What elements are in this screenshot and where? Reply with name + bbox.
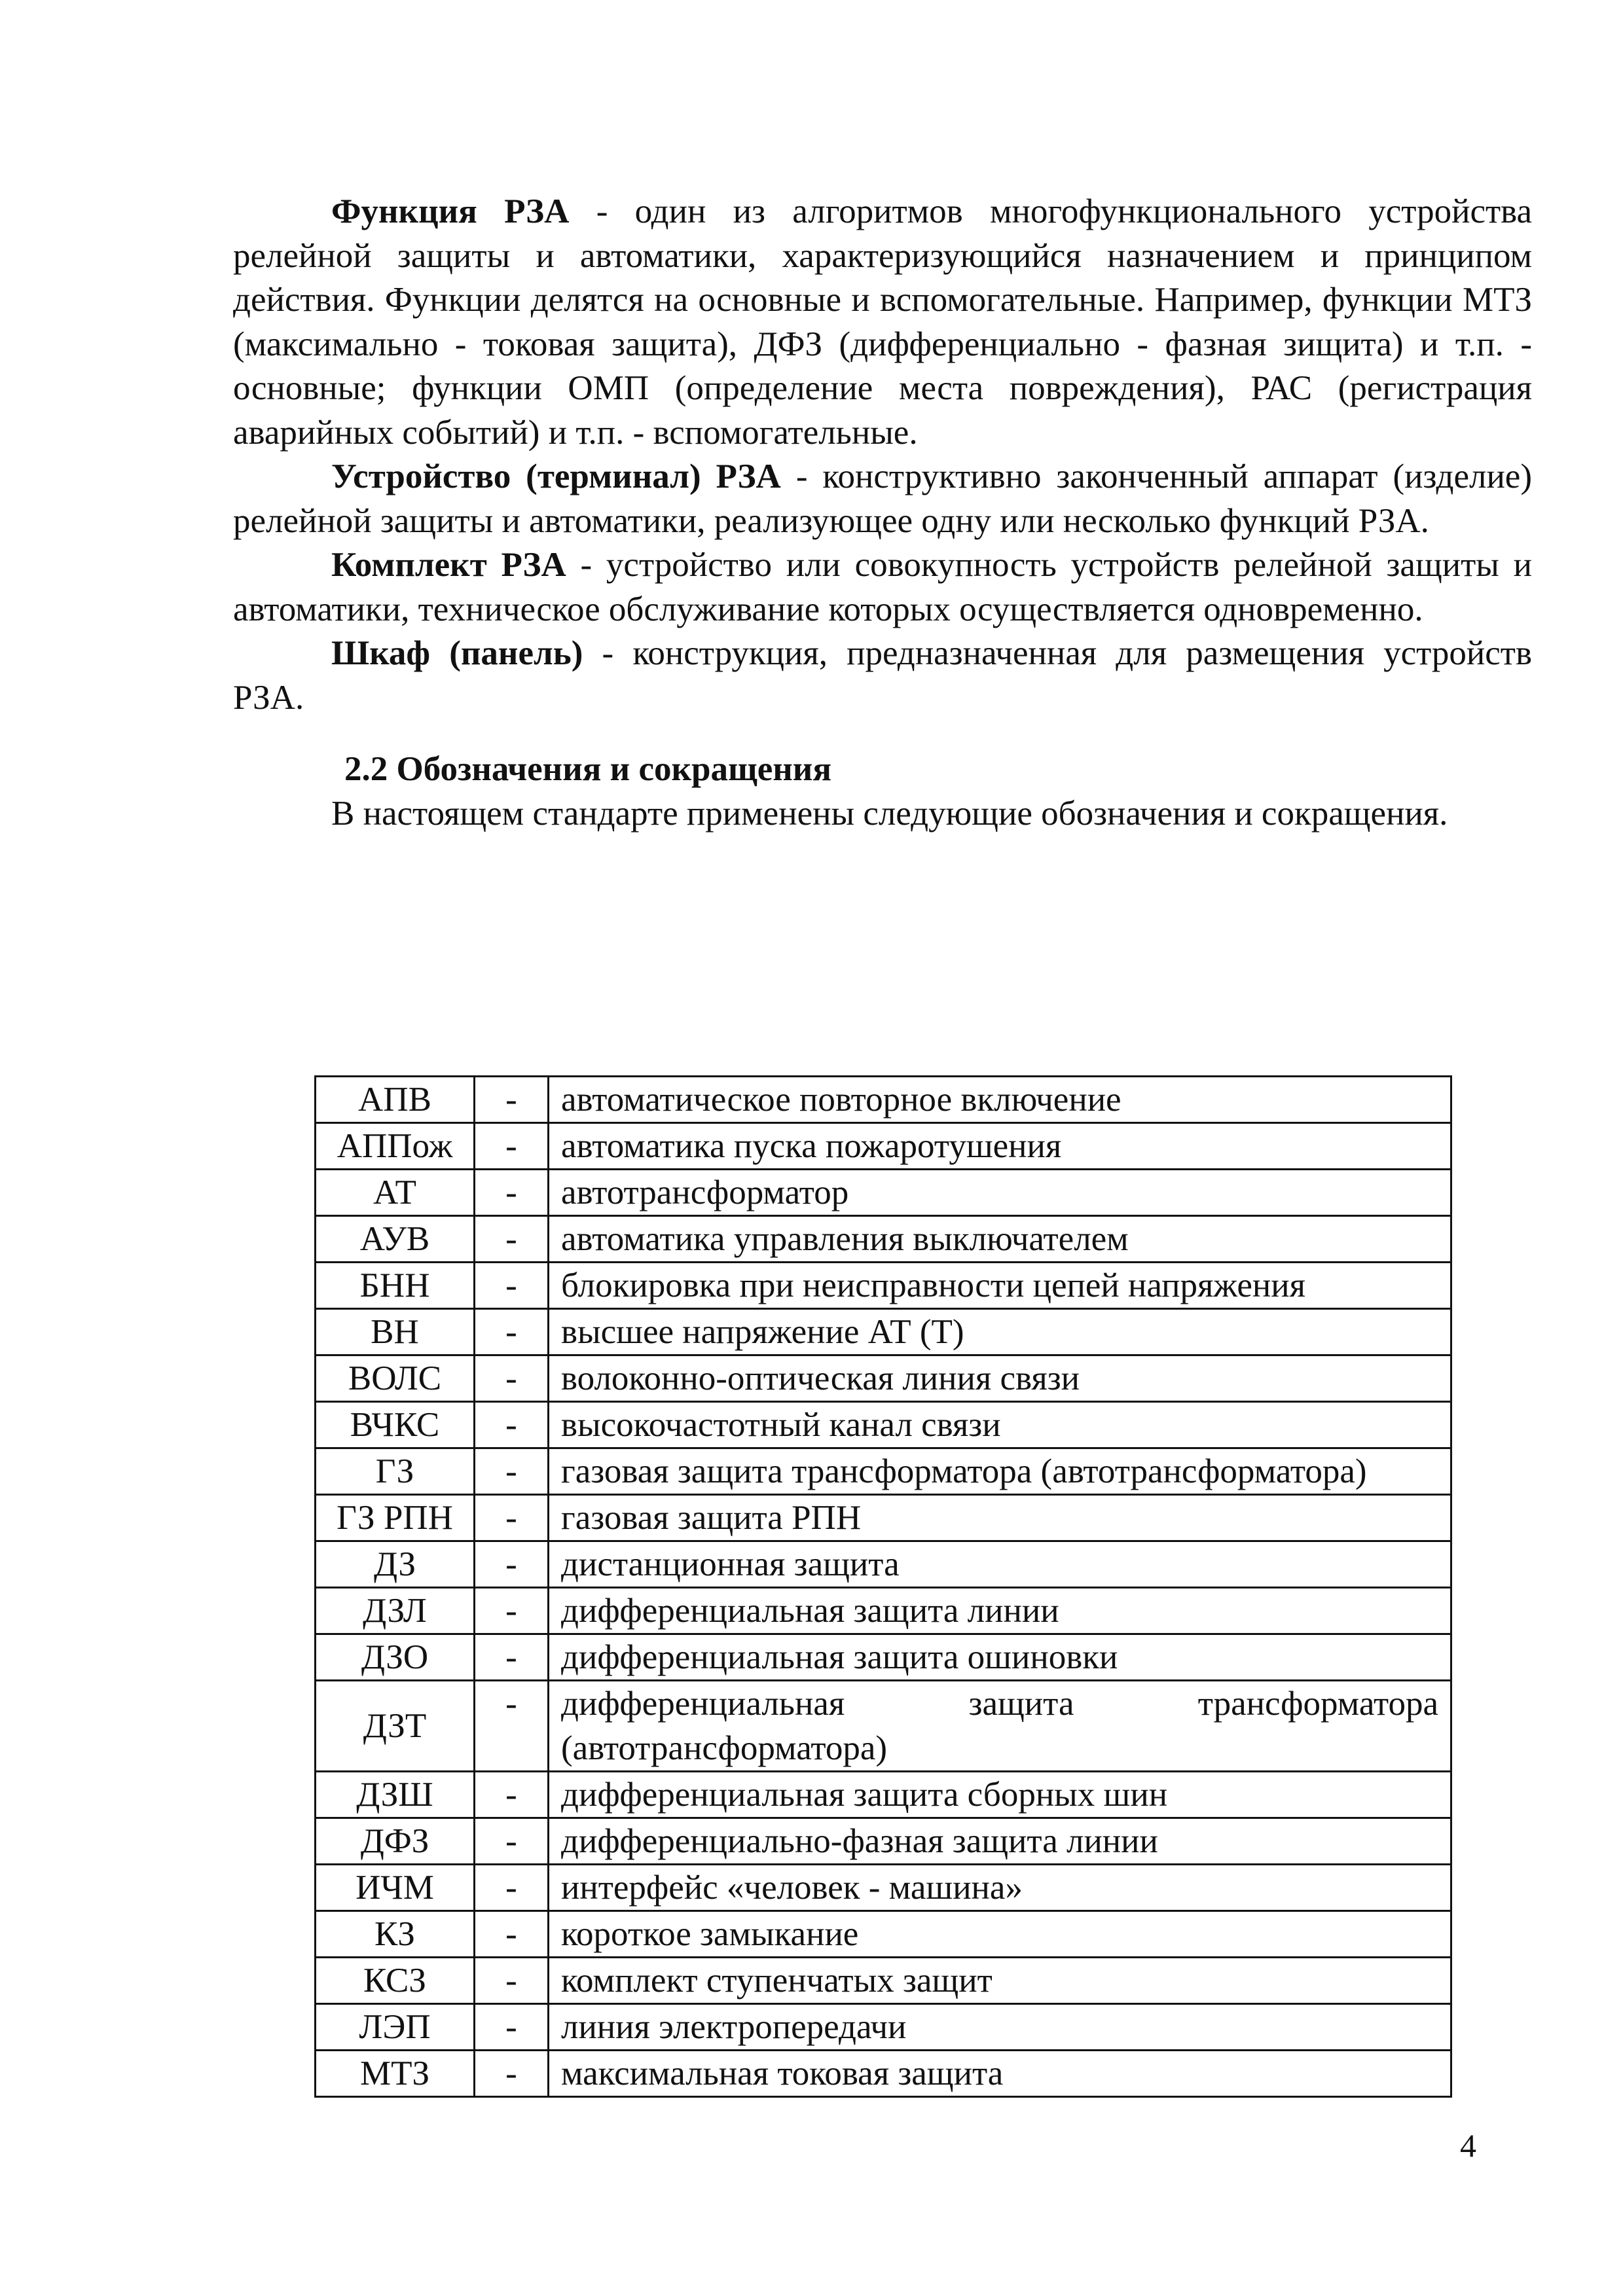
meaning-cell: дифференциальная защита ошиновки — [549, 1634, 1451, 1681]
dash-cell: - — [475, 1309, 549, 1355]
meaning-cell: дифференциальная защита сборных шин — [549, 1772, 1451, 1818]
definition-text: - конструкция, предназначенная для размещения устройств РЗА. — [233, 634, 1532, 717]
abbreviations-table — [314, 1075, 1452, 2098]
abbreviation-cell: КЗ — [316, 1911, 475, 1958]
meaning-cell: линия электропередачи — [549, 2004, 1451, 2051]
definition-term: Устройство (терминал) РЗА — [331, 457, 781, 495]
dash-cell: - — [475, 1402, 549, 1448]
abbreviation-cell: ВЧКС — [316, 1402, 475, 1448]
body-text — [233, 190, 1532, 836]
table-row — [316, 1911, 1451, 1958]
abbreviation-cell: МТЗ — [316, 2051, 475, 2097]
table-row — [316, 1958, 1451, 2004]
meaning-cell: высокочастотный канал связи — [549, 1402, 1451, 1448]
abbreviation-cell: ЛЭП — [316, 2004, 475, 2051]
meaning-cell: максимальная токовая защита — [549, 2051, 1451, 2097]
dash-cell: - — [475, 1958, 549, 2004]
table-row — [316, 1170, 1451, 1216]
abbreviation-cell: ДЗШ — [316, 1772, 475, 1818]
definition-term: Комплект РЗА — [331, 546, 566, 584]
abbreviation-cell: БНН — [316, 1263, 475, 1309]
abbreviation-cell: ГЗ — [316, 1448, 475, 1495]
dash-cell: - — [475, 1448, 549, 1495]
dash-cell: - — [475, 1263, 549, 1309]
abbreviation-cell: ДЗТ — [316, 1681, 475, 1772]
definition-term: Функция РЗА — [331, 192, 570, 230]
meaning-cell: высшее напряжение АТ (Т) — [549, 1309, 1451, 1355]
table-row — [316, 1448, 1451, 1495]
abbreviations-table-body — [316, 1077, 1451, 2097]
meaning-cell: автоматика управления выключателем — [549, 1216, 1451, 1263]
table-row — [316, 1355, 1451, 1402]
abbreviation-cell: АТ — [316, 1170, 475, 1216]
meaning-cell: дифференциально-фазная защита линии — [549, 1818, 1451, 1865]
table-row — [316, 1123, 1451, 1170]
section-heading: 2.2 Обозначения и сокращения — [344, 750, 831, 788]
table-row — [316, 1216, 1451, 1263]
definition-paragraph — [233, 455, 1532, 543]
meaning-cell: дифференциальная защита трансформатора (автотрансформатора) — [549, 1681, 1451, 1772]
meaning-cell: блокировка при неисправности цепей напряжения — [549, 1263, 1451, 1309]
dash-cell: - — [475, 1681, 549, 1772]
dash-cell: - — [475, 1634, 549, 1681]
abbreviation-cell: ВН — [316, 1309, 475, 1355]
abbreviation-cell: АПВ — [316, 1077, 475, 1123]
table-row — [316, 1541, 1451, 1588]
dash-cell: - — [475, 1772, 549, 1818]
table-row — [316, 1772, 1451, 1818]
meaning-cell: короткое замыкание — [549, 1911, 1451, 1958]
dash-cell: - — [475, 1077, 549, 1123]
meaning-cell: интерфейс «человек - машина» — [549, 1865, 1451, 1911]
meaning-cell: дифференциальная защита линии — [549, 1588, 1451, 1634]
dash-cell: - — [475, 1541, 549, 1588]
dash-cell: - — [475, 1355, 549, 1402]
abbreviation-cell: ГЗ РПН — [316, 1495, 475, 1541]
table-row — [316, 1634, 1451, 1681]
meaning-cell: дистанционная защита — [549, 1541, 1451, 1588]
table-row — [316, 1865, 1451, 1911]
dash-cell: - — [475, 1865, 549, 1911]
abbreviation-cell: ДФЗ — [316, 1818, 475, 1865]
meaning-cell: автоматическое повторное включение — [549, 1077, 1451, 1123]
definition-term: Шкаф (панель) — [331, 634, 583, 672]
abbreviation-cell: ДЗЛ — [316, 1588, 475, 1634]
abbreviation-cell: ВОЛС — [316, 1355, 475, 1402]
abbreviation-cell: ДЗ — [316, 1541, 475, 1588]
dash-cell: - — [475, 1818, 549, 1865]
abbreviation-cell: АППож — [316, 1123, 475, 1170]
meaning-cell: газовая защита РПН — [549, 1495, 1451, 1541]
definition-text: - один из алгоритмов многофункционального устройства релейной защиты и автоматики, характеризующийся назначением и принципом действия. Функции делятся на основные и вспомогательные. Например, функции МТЗ (максимально - токовая защита), ДФЗ (дифференциально - фазная зищита) и т.п. - основные; функции ОМП (определение места повреждения), РАС (регистрация аварийных событий) и т.п. - вспомогательные. — [233, 192, 1532, 452]
dash-cell: - — [475, 1170, 549, 1216]
table-row — [316, 1588, 1451, 1634]
dash-cell: - — [475, 2004, 549, 2051]
dash-cell: - — [475, 1495, 549, 1541]
definition-text: - устройство или совокупность устройств релейной защиты и автоматики, техническое обслуживание которых осуществляется одновременно. — [233, 546, 1532, 628]
table-row — [316, 2004, 1451, 2051]
meaning-cell: автотрансформатор — [549, 1170, 1451, 1216]
table-row — [316, 1495, 1451, 1541]
definition-text: - конструктивно законченный аппарат (изделие) релейной защиты и автоматики, реализующее одну или несколько функций РЗА. — [233, 457, 1532, 540]
table-row — [316, 2051, 1451, 2097]
section-intro: В настоящем стандарте применены следующие обозначения и сокращения. — [331, 794, 1448, 833]
definition-paragraph — [233, 543, 1532, 632]
dash-cell: - — [475, 2051, 549, 2097]
definition-paragraph — [233, 632, 1532, 720]
meaning-cell: газовая защита трансформатора (автотрансформатора) — [549, 1448, 1451, 1495]
dash-cell: - — [475, 1588, 549, 1634]
meaning-cell: волоконно-оптическая линия связи — [549, 1355, 1451, 1402]
table-row — [316, 1309, 1451, 1355]
table-row — [316, 1263, 1451, 1309]
table-row — [316, 1077, 1451, 1123]
dash-cell: - — [475, 1216, 549, 1263]
abbreviation-cell: КСЗ — [316, 1958, 475, 2004]
definition-paragraph — [233, 190, 1532, 455]
table-row — [316, 1402, 1451, 1448]
abbreviation-cell: АУВ — [316, 1216, 475, 1263]
table-row — [316, 1681, 1451, 1772]
dash-cell: - — [475, 1123, 549, 1170]
abbreviation-cell: ДЗО — [316, 1634, 475, 1681]
table-row — [316, 1818, 1451, 1865]
meaning-cell: автоматика пуска пожаротушения — [549, 1123, 1451, 1170]
abbreviation-cell: ИЧМ — [316, 1865, 475, 1911]
page-number: 4 — [1460, 2127, 1476, 2164]
dash-cell: - — [475, 1911, 549, 1958]
meaning-cell: комплект ступенчатых защит — [549, 1958, 1451, 2004]
